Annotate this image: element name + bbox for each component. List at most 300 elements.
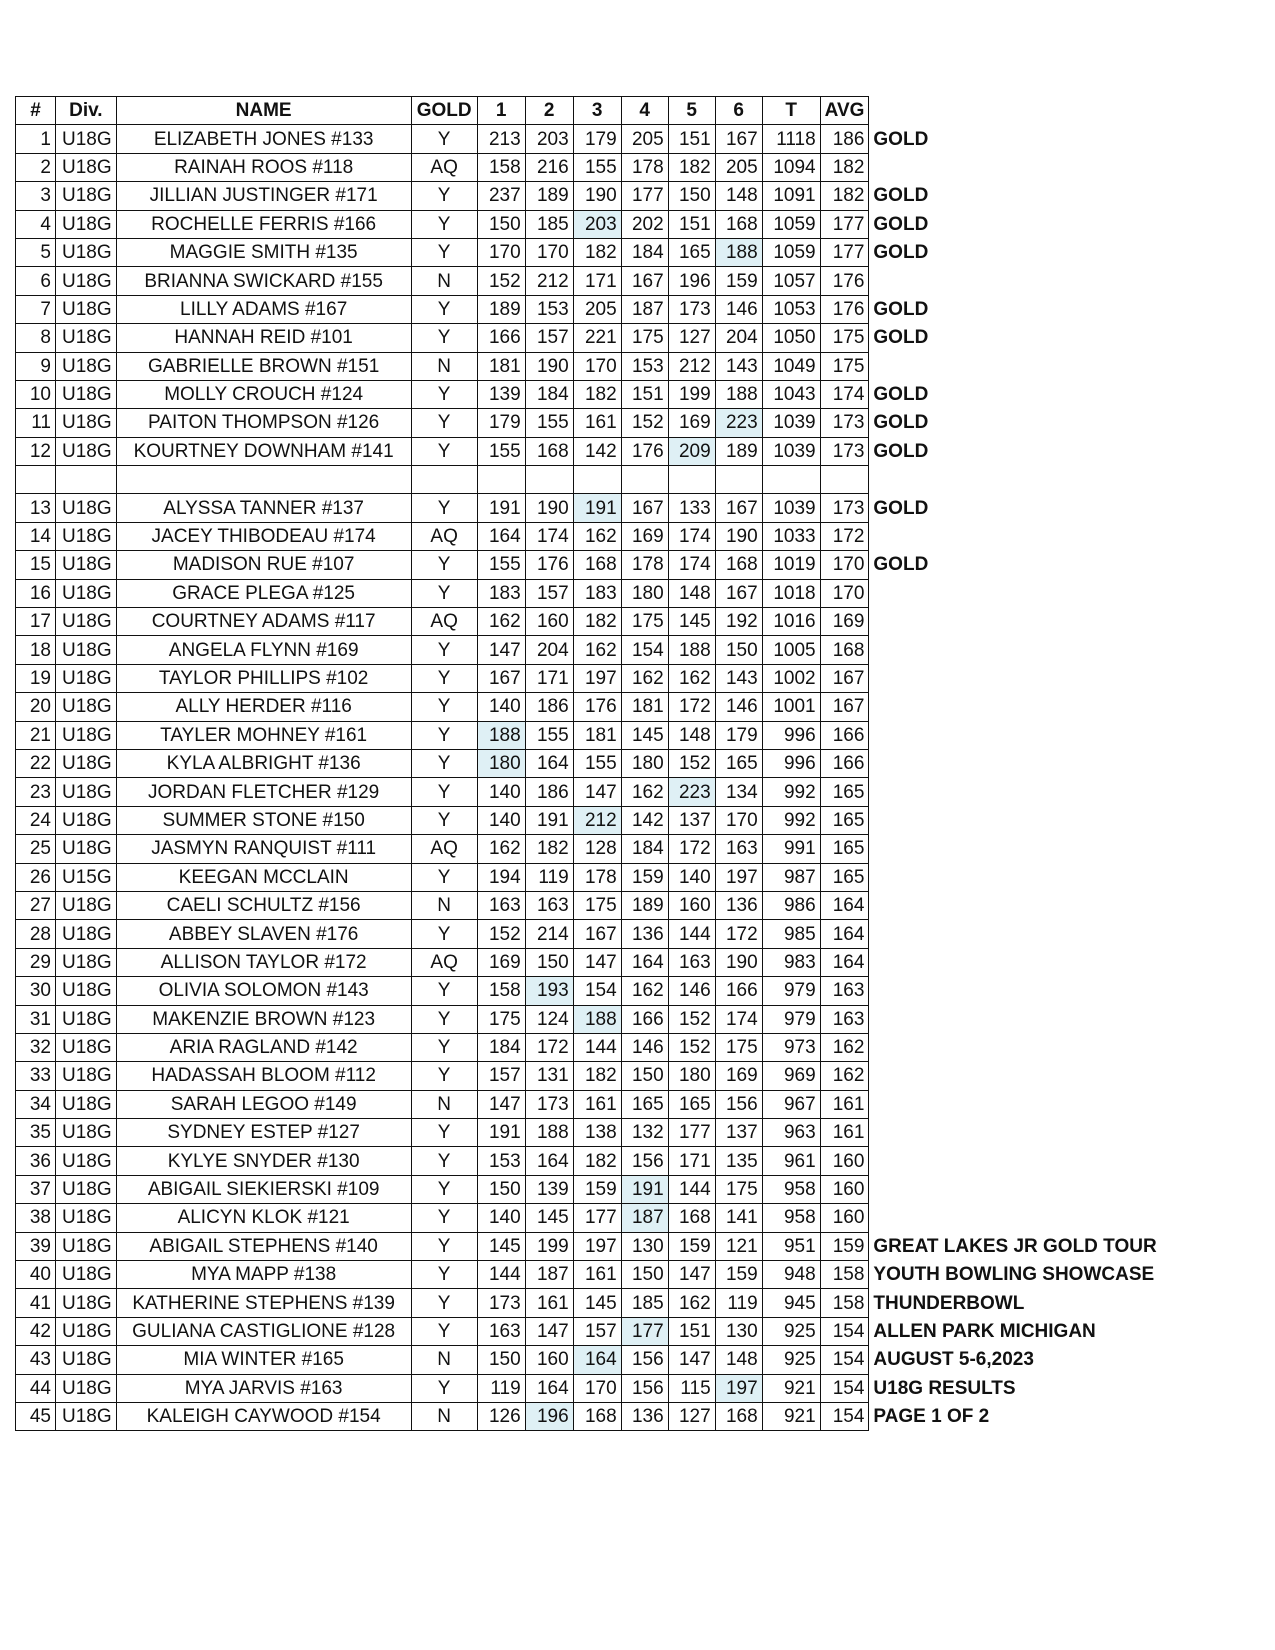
note-cell: GOLD [873,497,929,519]
game-5-cell: 152 [668,1005,715,1033]
game-6-cell: 169 [715,1062,762,1090]
rank-cell: 7 [16,295,56,323]
game-3-cell: 128 [573,835,621,863]
average-cell: 160 [820,1147,869,1175]
game-2-cell: 160 [525,608,573,636]
game-4-cell: 136 [621,1402,668,1430]
total-cell: 1059 [762,238,820,266]
average-cell: 159 [820,1232,869,1260]
total-cell: 951 [762,1232,820,1260]
table-row [16,1261,1162,1289]
name-cell: MADISON RUE #107 [116,551,411,579]
game-1-cell: 184 [477,1033,525,1061]
average-cell: 167 [820,664,869,692]
gold-cell: Y [411,749,477,777]
game-2-cell: 157 [525,324,573,352]
game-6-cell: 143 [715,664,762,692]
game-1-cell: 164 [477,522,525,550]
division-cell: U18G [56,210,117,238]
game-2-cell: 131 [525,1062,573,1090]
game-1-cell: 166 [477,324,525,352]
division-cell: U18G [56,494,117,522]
rank-cell: 36 [16,1147,56,1175]
note-cell: GOLD [873,213,929,235]
game-1-cell: 140 [477,806,525,834]
game-2-cell: 199 [525,1232,573,1260]
game-2-cell: 147 [525,1317,573,1345]
game-6-cell: 134 [715,778,762,806]
name-cell: ALICYN KLOK #121 [116,1204,411,1232]
blank-row [16,466,1162,494]
game-3-cell: 175 [573,891,621,919]
game-3-cell: 190 [573,182,621,210]
total-cell: 963 [762,1119,820,1147]
game-3-cell: 176 [573,693,621,721]
game-1-cell: 155 [477,551,525,579]
game-2-cell: 163 [525,891,573,919]
rank-cell: 1 [16,125,56,153]
table-row [16,267,1162,295]
average-cell: 165 [820,806,869,834]
column-header: 3 [573,97,621,125]
rank-cell: 34 [16,1090,56,1118]
game-2-cell: 171 [525,664,573,692]
division-cell: U18G [56,977,117,1005]
game-5-cell: 150 [668,182,715,210]
game-1-cell: 140 [477,693,525,721]
table-row [16,1090,1162,1118]
rank-cell: 13 [16,494,56,522]
division-cell: U18G [56,664,117,692]
total-cell: 958 [762,1204,820,1232]
table-row [16,1374,1162,1402]
name-cell: JORDAN FLETCHER #129 [116,778,411,806]
game-1-cell: 175 [477,1005,525,1033]
game-3-cell: 162 [573,522,621,550]
note-cell [869,891,1161,919]
note-cell [869,267,1161,295]
name-cell: TAYLOR PHILLIPS #102 [116,664,411,692]
table-row [16,948,1162,976]
division-cell: U18G [56,608,117,636]
note-cell: YOUTH BOWLING SHOWCASE [873,1264,1155,1286]
table-row [16,636,1162,664]
division-cell: U18G [56,1204,117,1232]
note-cell: GOLD [873,128,929,150]
game-3-cell: 161 [573,409,621,437]
game-5-cell: 165 [668,238,715,266]
note-cell [869,1147,1161,1175]
average-cell: 164 [820,948,869,976]
game-2-cell: 186 [525,693,573,721]
game-2-cell: 172 [525,1033,573,1061]
total-cell: 1033 [762,522,820,550]
empty-cell [477,466,525,494]
game-6-cell: 119 [715,1289,762,1317]
game-3-cell: 154 [573,977,621,1005]
average-cell: 163 [820,977,869,1005]
game-5-cell: 152 [668,1033,715,1061]
game-6-cell: 168 [715,210,762,238]
note-cell [869,664,1161,692]
name-cell: KYLA ALBRIGHT #136 [116,749,411,777]
gold-cell: Y [411,437,477,465]
game-5-cell: 168 [668,1204,715,1232]
rank-cell: 37 [16,1175,56,1203]
game-4-cell: 130 [621,1232,668,1260]
division-cell: U18G [56,409,117,437]
game-1-cell: 173 [477,1289,525,1317]
note-cell: GOLD [873,384,929,406]
game-4-cell: 152 [621,409,668,437]
game-4-cell: 156 [621,1147,668,1175]
game-6-cell: 188 [715,238,762,266]
division-cell: U18G [56,153,117,181]
note-cell [869,806,1161,834]
game-4-cell: 159 [621,863,668,891]
game-2-cell: 186 [525,778,573,806]
game-5-cell: 146 [668,977,715,1005]
gold-cell: Y [411,579,477,607]
average-cell: 163 [820,1005,869,1033]
total-cell: 961 [762,1147,820,1175]
rank-cell: 27 [16,891,56,919]
game-6-cell: 166 [715,977,762,1005]
gold-cell: Y [411,380,477,408]
empty-cell [411,466,477,494]
division-cell: U18G [56,1402,117,1430]
table-row [16,1005,1162,1033]
rank-cell: 21 [16,721,56,749]
rank-cell: 16 [16,579,56,607]
name-cell: KATHERINE STEPHENS #139 [116,1289,411,1317]
game-5-cell: 173 [668,295,715,323]
note-cell [869,948,1161,976]
empty-cell [116,466,411,494]
table-row [16,891,1162,919]
empty-cell [525,466,573,494]
game-1-cell: 191 [477,494,525,522]
game-2-cell: 153 [525,295,573,323]
note-cell: GOLD [873,298,929,320]
rank-cell: 23 [16,778,56,806]
average-cell: 162 [820,1062,869,1090]
average-cell: 165 [820,835,869,863]
average-cell: 158 [820,1289,869,1317]
gold-cell: Y [411,664,477,692]
game-1-cell: 169 [477,948,525,976]
division-cell: U18G [56,238,117,266]
column-header: 6 [715,97,762,125]
game-4-cell: 142 [621,806,668,834]
note-cell: U18G RESULTS [873,1377,1016,1399]
game-6-cell: 167 [715,494,762,522]
game-3-cell: 197 [573,664,621,692]
average-cell: 177 [820,210,869,238]
game-6-cell: 197 [715,863,762,891]
game-3-cell: 167 [573,920,621,948]
game-4-cell: 187 [621,295,668,323]
game-2-cell: 176 [525,551,573,579]
name-cell: JILLIAN JUSTINGER #171 [116,182,411,210]
game-5-cell: 140 [668,863,715,891]
game-1-cell: 183 [477,579,525,607]
division-cell: U18G [56,1374,117,1402]
rank-cell: 19 [16,664,56,692]
total-cell: 969 [762,1062,820,1090]
game-5-cell: 162 [668,1289,715,1317]
game-4-cell: 185 [621,1289,668,1317]
game-5-cell: 196 [668,267,715,295]
table-row [16,1232,1162,1260]
game-5-cell: 223 [668,778,715,806]
game-1-cell: 163 [477,891,525,919]
table-row [16,210,1162,238]
rank-cell: 29 [16,948,56,976]
table-row [16,863,1162,891]
total-cell: 1053 [762,295,820,323]
game-5-cell: 148 [668,721,715,749]
division-cell: U18G [56,721,117,749]
game-4-cell: 166 [621,1005,668,1033]
table-row [16,579,1162,607]
note-cell [869,579,1161,607]
table-row [16,1346,1162,1374]
name-cell: COURTNEY ADAMS #117 [116,608,411,636]
name-cell: ABIGAIL SIEKIERSKI #109 [116,1175,411,1203]
game-4-cell: 184 [621,238,668,266]
division-cell: U18G [56,693,117,721]
rank-cell: 8 [16,324,56,352]
game-5-cell: 169 [668,409,715,437]
table-row [16,522,1162,550]
game-4-cell: 150 [621,1062,668,1090]
gold-cell: Y [411,1147,477,1175]
name-cell: MAGGIE SMITH #135 [116,238,411,266]
gold-cell: AQ [411,608,477,636]
game-2-cell: 139 [525,1175,573,1203]
total-cell: 967 [762,1090,820,1118]
division-cell: U15G [56,863,117,891]
game-4-cell: 167 [621,494,668,522]
game-5-cell: 144 [668,1175,715,1203]
game-6-cell: 148 [715,1346,762,1374]
average-cell: 186 [820,125,869,153]
game-3-cell: 155 [573,749,621,777]
column-header: 1 [477,97,525,125]
game-6-cell: 146 [715,295,762,323]
game-1-cell: 194 [477,863,525,891]
game-6-cell: 179 [715,721,762,749]
gold-cell: Y [411,1005,477,1033]
game-4-cell: 177 [621,182,668,210]
name-cell: GULIANA CASTIGLIONE #128 [116,1317,411,1345]
game-4-cell: 154 [621,636,668,664]
average-cell: 174 [820,380,869,408]
game-2-cell: 164 [525,1374,573,1402]
game-6-cell: 189 [715,437,762,465]
name-cell: BRIANNA SWICKARD #155 [116,267,411,295]
division-cell: U18G [56,551,117,579]
game-3-cell: 170 [573,1374,621,1402]
game-2-cell: 168 [525,437,573,465]
game-4-cell: 132 [621,1119,668,1147]
gold-cell: Y [411,1175,477,1203]
division-cell: U18G [56,437,117,465]
average-cell: 165 [820,863,869,891]
game-6-cell: 156 [715,1090,762,1118]
table-row [16,920,1162,948]
game-6-cell: 159 [715,1261,762,1289]
game-4-cell: 205 [621,125,668,153]
game-5-cell: 115 [668,1374,715,1402]
average-cell: 166 [820,749,869,777]
game-3-cell: 212 [573,806,621,834]
total-cell: 979 [762,1005,820,1033]
average-cell: 175 [820,352,869,380]
average-cell: 170 [820,551,869,579]
game-4-cell: 136 [621,920,668,948]
game-2-cell: 188 [525,1119,573,1147]
note-cell [869,466,1161,494]
gold-cell: N [411,352,477,380]
total-cell: 1016 [762,608,820,636]
name-cell: SARAH LEGOO #149 [116,1090,411,1118]
game-5-cell: 182 [668,153,715,181]
game-1-cell: 162 [477,608,525,636]
game-1-cell: 162 [477,835,525,863]
game-1-cell: 188 [477,721,525,749]
game-1-cell: 150 [477,210,525,238]
total-cell: 1057 [762,267,820,295]
game-5-cell: 151 [668,210,715,238]
division-cell: U18G [56,920,117,948]
note-cell [869,778,1161,806]
gold-cell: Y [411,806,477,834]
gold-cell: N [411,891,477,919]
game-3-cell: 182 [573,608,621,636]
total-cell: 1039 [762,494,820,522]
game-3-cell: 197 [573,1232,621,1260]
name-cell: RAINAH ROOS #118 [116,153,411,181]
total-cell: 983 [762,948,820,976]
game-2-cell: 173 [525,1090,573,1118]
game-2-cell: 204 [525,636,573,664]
total-cell: 925 [762,1317,820,1345]
game-1-cell: 155 [477,437,525,465]
game-3-cell: 147 [573,778,621,806]
game-2-cell: 157 [525,579,573,607]
total-cell: 1019 [762,551,820,579]
total-cell: 996 [762,721,820,749]
game-1-cell: 152 [477,267,525,295]
game-2-cell: 216 [525,153,573,181]
game-3-cell: 181 [573,721,621,749]
division-cell: U18G [56,835,117,863]
game-3-cell: 170 [573,352,621,380]
division-cell: U18G [56,182,117,210]
total-cell: 979 [762,977,820,1005]
rank-cell: 18 [16,636,56,664]
rank-cell: 41 [16,1289,56,1317]
game-3-cell: 142 [573,437,621,465]
name-cell: ELIZABETH JONES #133 [116,125,411,153]
game-3-cell: 182 [573,1062,621,1090]
gold-cell: AQ [411,835,477,863]
game-1-cell: 179 [477,409,525,437]
game-3-cell: 159 [573,1175,621,1203]
gold-cell: N [411,267,477,295]
game-4-cell: 150 [621,1261,668,1289]
note-cell: THUNDERBOWL [873,1292,1025,1314]
game-5-cell: 171 [668,1147,715,1175]
game-5-cell: 160 [668,891,715,919]
name-cell: CAELI SCHULTZ #156 [116,891,411,919]
empty-cell [715,466,762,494]
table-row [16,551,1162,579]
table-row [16,835,1162,863]
game-2-cell: 174 [525,522,573,550]
average-cell: 173 [820,437,869,465]
rank-cell: 26 [16,863,56,891]
game-5-cell: 127 [668,324,715,352]
name-cell: MYA MAPP #138 [116,1261,411,1289]
game-1-cell: 158 [477,977,525,1005]
average-cell: 173 [820,409,869,437]
name-cell: ALLY HERDER #116 [116,693,411,721]
total-cell: 1018 [762,579,820,607]
game-2-cell: 214 [525,920,573,948]
average-cell: 182 [820,182,869,210]
total-cell: 1050 [762,324,820,352]
name-cell: MIA WINTER #165 [116,1346,411,1374]
average-cell: 175 [820,324,869,352]
game-5-cell: 180 [668,1062,715,1090]
game-5-cell: 163 [668,948,715,976]
game-2-cell: 191 [525,806,573,834]
game-3-cell: 178 [573,863,621,891]
average-cell: 164 [820,891,869,919]
average-cell: 164 [820,920,869,948]
game-2-cell: 164 [525,1147,573,1175]
game-6-cell: 167 [715,579,762,607]
game-3-cell: 191 [573,494,621,522]
game-5-cell: 137 [668,806,715,834]
gold-cell: Y [411,1317,477,1345]
rank-cell: 24 [16,806,56,834]
note-cell: AUGUST 5-6,2023 [873,1349,1034,1371]
game-3-cell: 171 [573,267,621,295]
game-3-cell: 182 [573,380,621,408]
game-6-cell: 190 [715,948,762,976]
total-cell: 1091 [762,182,820,210]
note-cell [869,1005,1161,1033]
game-1-cell: 150 [477,1175,525,1203]
rank-cell: 15 [16,551,56,579]
game-5-cell: 199 [668,380,715,408]
average-cell: 182 [820,153,869,181]
game-3-cell: 221 [573,324,621,352]
total-cell: 996 [762,749,820,777]
note-cell [869,721,1161,749]
game-4-cell: 151 [621,380,668,408]
gold-cell: Y [411,182,477,210]
name-cell: KEEGAN MCCLAIN [116,863,411,891]
average-cell: 172 [820,522,869,550]
empty-cell [56,466,117,494]
game-4-cell: 177 [621,1317,668,1345]
game-1-cell: 157 [477,1062,525,1090]
